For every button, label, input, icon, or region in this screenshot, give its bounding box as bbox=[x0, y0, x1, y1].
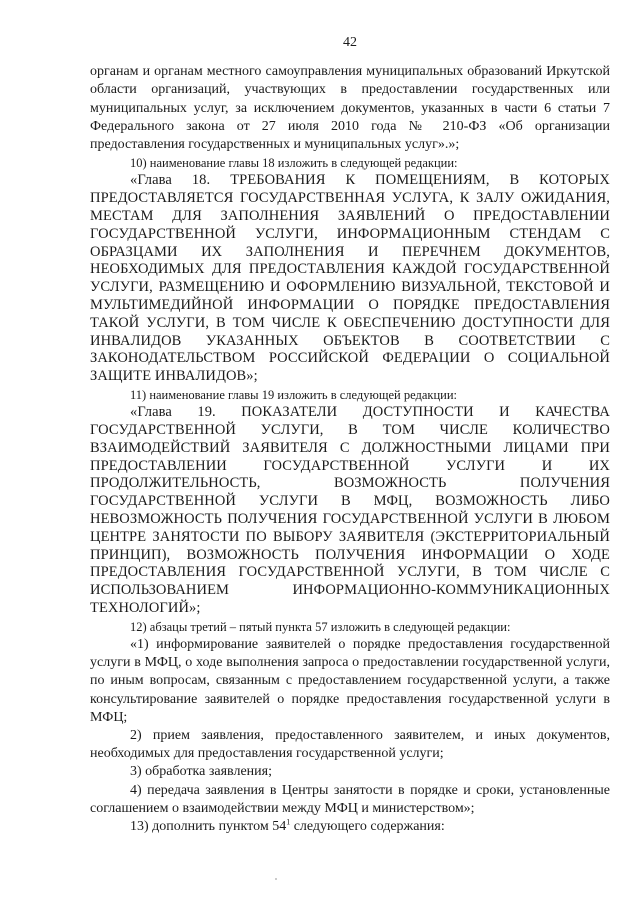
subitem-3: 3) обработка заявления; bbox=[130, 764, 272, 780]
item-13-superscript: 1 bbox=[286, 817, 291, 827]
item-11: 11) наименование главы 19 изложить в следующей редакции: bbox=[130, 387, 458, 402]
subitem-1: «1) информирование заявителей о порядке предоставления государственной услуги в МФЦ, о ходе выполнения запроса о предоставлении государственной услуги, по иным вопросам, связанным с предоставлением государственной услуги, а также консультирование заявителей о порядке предоставления государственной услуги в МФЦ; bbox=[90, 636, 610, 725]
paragraph-continuation: органам и органам местного самоуправления муниципальных образований Иркутской области организаций, участвующих в предоставлении государственных или муниципальных услуг, за исключением документов, указанных в части 6 статьи 7 Федерального закона от 27 июля 2010 года № 210-ФЗ «Об организации предоставления государственных и муниципальных услуг».»; bbox=[90, 64, 610, 153]
subitem-4: 4) передача заявления в Центры занятости в порядке и сроки, установленные соглашением о взаимодействии между МФЦ и министерством»; bbox=[90, 782, 610, 816]
scan-speck bbox=[275, 878, 277, 880]
item-13 bbox=[90, 818, 610, 836]
page-number: 42 bbox=[343, 35, 357, 50]
chapter-19-heading: «Глава 19. ПОКАЗАТЕЛИ ДОСТУПНОСТИ И КАЧЕСТВА ГОСУДАРСТВЕННОЙ УСЛУГИ, В ТОМ ЧИСЛЕ КОЛИЧЕСТВО ВЗАИМОДЕЙСТВИЙ ЗАЯВИТЕЛЯ С ДОЛЖНОСТНЫМИ ЛИЦАМИ ПРИ ПРЕДОСТАВЛЕНИИ ГОСУДАРСТВЕННОЙ УСЛУГИ И ИХ ПРОДОЛЖИТЕЛЬНОСТЬ, ВОЗМОЖНОСТЬ ПОЛУЧЕНИЯ ГОСУДАРСТВЕННОЙ УСЛУГИ В МФЦ, ВОЗМОЖНОСТЬ ЛИБО НЕВОЗМОЖНОСТЬ ПОЛУЧЕНИЯ ГОСУДАРСТВЕННОЙ УСЛУГИ В ЛЮБОМ ЦЕНТРЕ ЗАНЯТОСТИ ПО ВЫБОРУ ЗАЯВИТЕЛЯ (ЭКСТЕРРИТОРИАЛЬНЫЙ ПРИНЦИП), ВОЗМОЖНОСТЬ ПОЛУЧЕНИЯ ИНФОРМАЦИИ О ХОДЕ ПРЕДОСТАВЛЕНИЯ ГОСУДАРСТВЕННОЙ УСЛУГИ, В ТОМ ЧИСЛЕ С ИСПОЛЬЗОВАНИЕМ ИНФОРМАЦИОННО-КОММУНИКАЦИОННЫХ ТЕХНОЛОГИЙ»; bbox=[90, 404, 610, 616]
document-page bbox=[90, 34, 610, 836]
item-12: 12) абзацы третий – пятый пункта 57 изложить в следующей редакции: bbox=[130, 619, 511, 634]
item-13-tail: следующего содержания: bbox=[290, 818, 445, 834]
item-10: 10) наименование главы 18 изложить в следующей редакции: bbox=[130, 156, 458, 171]
subitem-2: 2) прием заявления, предоставленного заявителем, и иных документов, необходимых для предоставления государственной услуги; bbox=[90, 727, 610, 762]
item-13-text: 13) дополнить пунктом 54 bbox=[130, 818, 287, 834]
chapter-18-heading: «Глава 18. ТРЕБОВАНИЯ К ПОМЕЩЕНИЯМ, В КОТОРЫХ ПРЕДОСТАВЛЯЕТСЯ ГОСУДАРСТВЕННАЯ УСЛУГА, К ЗАЛУ ОЖИДАНИЯ, МЕСТАМ ДЛЯ ЗАПОЛНЕНИЯ ЗАЯВЛЕНИЙ О ПРЕДОСТАВЛЕНИИ ГОСУДАРСТВЕННОЙ УСЛУГИ, ИНФОРМАЦИОННЫМ СТЕНДАМ С ОБРАЗЦАМИ ИХ ЗАПОЛНЕНИЯ И ПЕРЕЧНЕМ ДОКУМЕНТОВ, НЕОБХОДИМЫХ ДЛЯ ПРЕДОСТАВЛЕНИЯ КАЖДОЙ ГОСУДАРСТВЕННОЙ УСЛУГИ, РАЗМЕЩЕНИЮ И ОФОРМЛЕНИЮ ВИЗУАЛЬНОЙ, ТЕКСТОВОЙ И МУЛЬТИМЕДИЙНОЙ ИНФОРМАЦИИ О ПОРЯДКЕ ПРЕДОСТАВЛЕНИЯ ТАКОЙ УСЛУГИ, В ТОМ ЧИСЛЕ К ОБЕСПЕЧЕНИЮ ДОСТУПНОСТИ ДЛЯ ИНВАЛИДОВ УКАЗАННЫХ ОБЪЕКТОВ В СООТВЕТСТВИИ С ЗАКОНОДАТЕЛЬСТВОМ РОССИЙСКОЙ ФЕДЕРАЦИИ О СОЦИАЛЬНОЙ ЗАЩИТЕ ИНВАЛИДОВ»; bbox=[90, 172, 610, 385]
